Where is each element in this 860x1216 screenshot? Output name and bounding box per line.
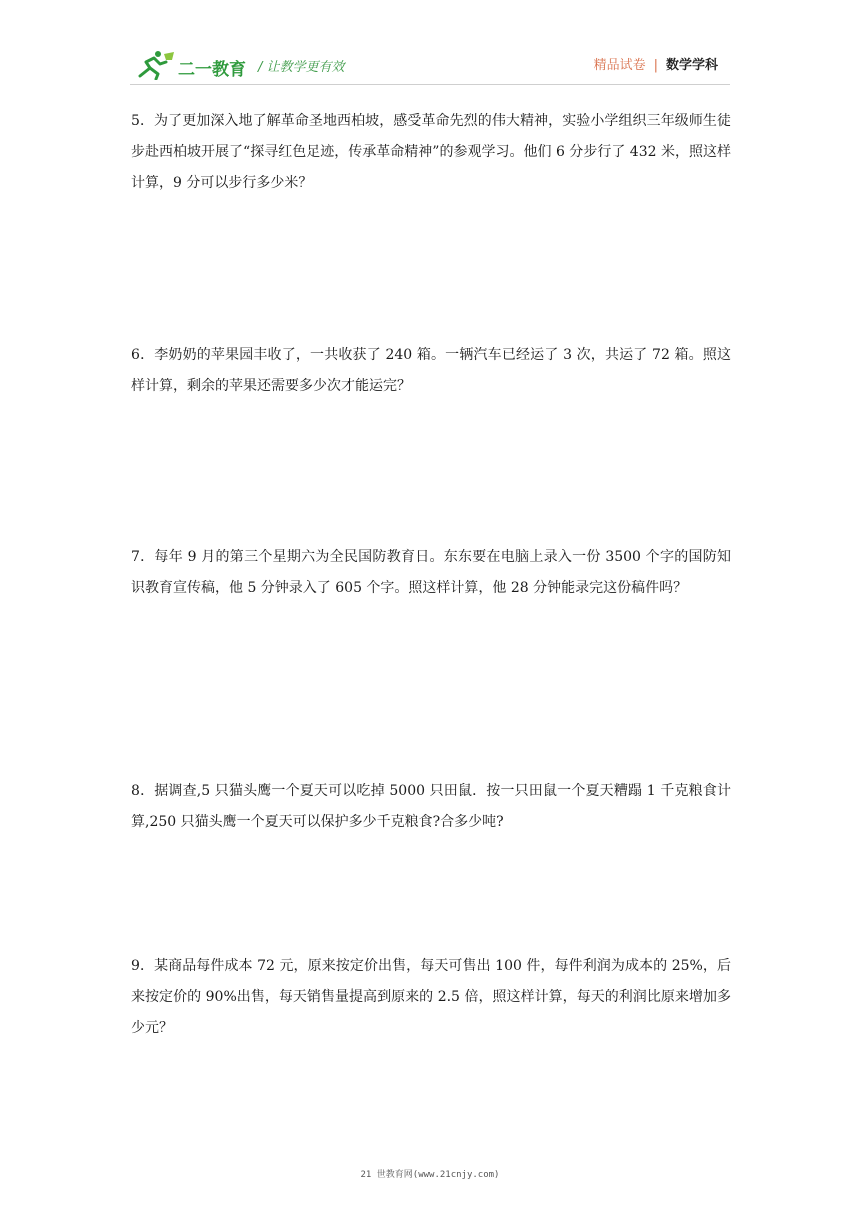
premium-tag: 精品试卷: [593, 58, 646, 73]
subject-tag: 数学学科: [665, 58, 718, 73]
tag-separator: |: [653, 58, 658, 73]
slogan: / 让教学更有效: [258, 60, 345, 75]
question-9: 9．某商品每件成本 72 元，原来按定价出售，每天可售出 100 件，每件利润为成本的 25%，后来按定价的 90%出售，每天销售量提高到原来的 2.5 倍，照这样计算，每天的利润比原来增加多少元？: [131, 958, 731, 1036]
question-8: 8．据调查,5 只猫头鹰一个夏天可以吃掉 5000 只田鼠．按一只田鼠一个夏天糟蹋 1 千克粮食计算,250 只猫头鹰一个夏天可以保护多少千克粮食?合多少吨?: [131, 783, 731, 830]
question-5: 5．为了更加深入地了解革命圣地西柏坡，感受革命先烈的伟大精神，实验小学组织三年级师生徒步赴西柏坡开展了“探寻红色足迹，传承革命精神”的参观学习。他们 6 分步行了 432 米，照这样计算，9 分可以步行多少米？: [131, 113, 731, 191]
header-tags: [594, 54, 718, 73]
question-7: 7．每年 9 月的第三个星期六为全民国防教育日。东东要在电脑上录入一份 3500 个字的国防知识教育宣传稿，他 5 分钟录入了 605 个字。照这样计算，他 28 分钟能录完这份稿件吗？: [131, 549, 731, 596]
page-header: [130, 40, 730, 84]
logo: [136, 50, 376, 80]
page-footer: 21 世教育网(www.21cnjy.com): [360, 1170, 500, 1180]
header-divider: [130, 84, 730, 85]
runner-logo-icon: [136, 50, 176, 80]
question-6: 6．李奶奶的苹果园丰收了，一共收获了 240 箱。一辆汽车已经运了 3 次，共运了 72 箱。照这样计算，剩余的苹果还需要多少次才能运完？: [131, 347, 731, 394]
logo-text: 二一教育: [178, 60, 246, 80]
